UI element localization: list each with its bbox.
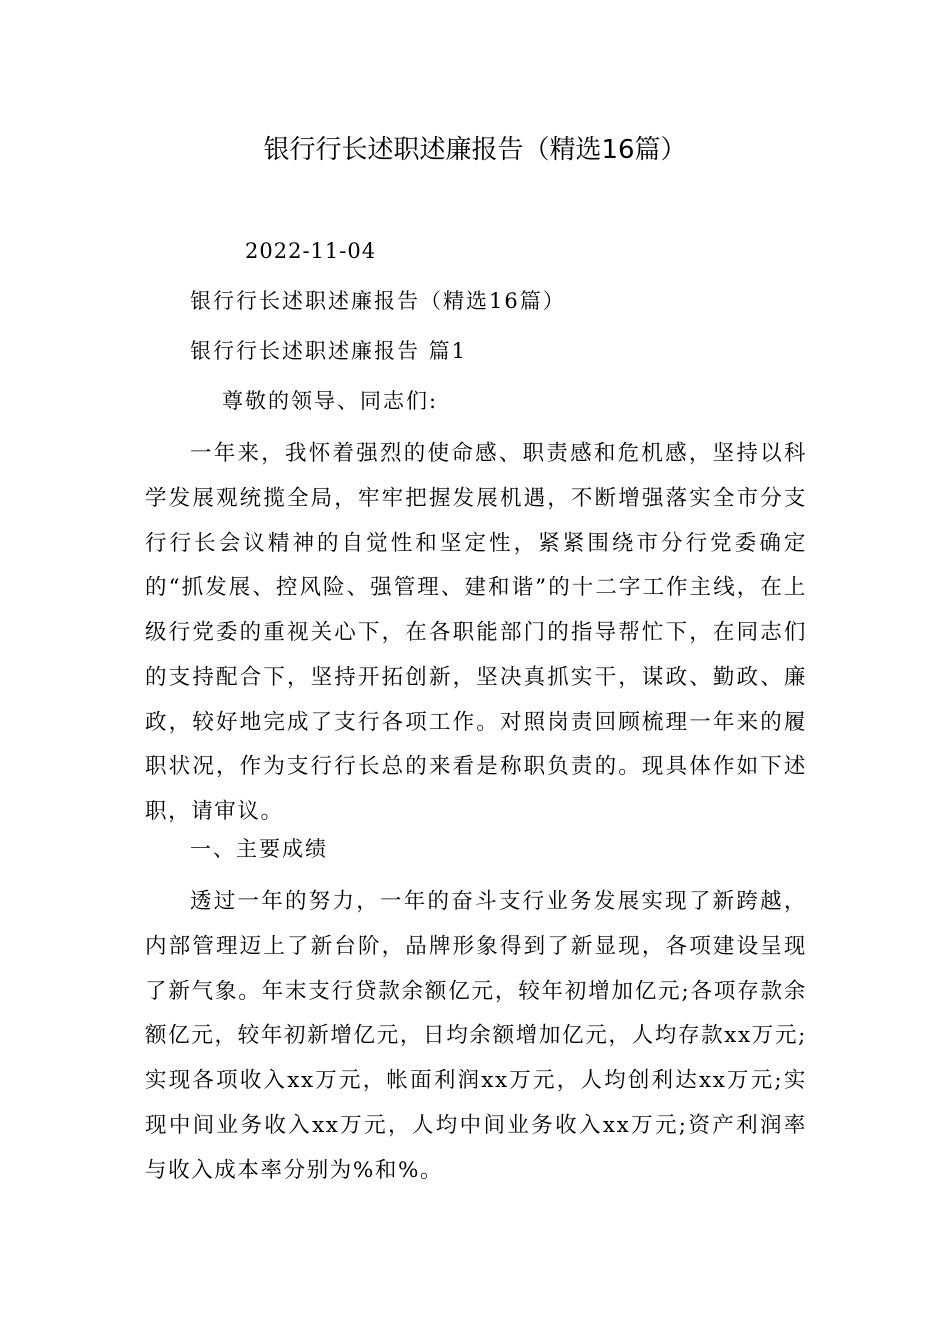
body-paragraph-1: 一年来，我怀着强烈的使命感、职责感和危机感，坚持以科学发展观统揽全局，牢牢把握发展机遇，不断增强落实全市分支行行长会议精神的自觉性和坚定性，紧紧围绕市分行党委确定的“抓发展、控风险、强管理、建和谐”的十二字工作主线，在上级行党委的重视关心下，在各职能部门的指导帮忙下，在同志们的支持配合下，坚持开拓创新，坚决真抓实干，谋政、勤政、廉政，较好地完成了支行各项工作。对照岗责回顾梳理一年来的履职状况，作为支行行长总的来看是称职负责的。现具体作如下述职，请审议。: [145, 441, 807, 824]
body-paragraph-2: 透过一年的努力，一年的奋斗支行业务发展实现了新跨越，内部管理迈上了新台阶，品牌形象得到了新显现，各项建设呈现了新气象。年末支行贷款余额亿元，较年初增加亿元;各项存款余额亿元，较年初新增亿元，日均余额增加亿元，人均存款xx万元;实现各项收入xx万元，帐面利润xx万元，人均创利达xx万元;实现中间业务收入xx万元，人均中间业务收入xx万元;资产利润率与收入成本率分别为%和%。: [145, 889, 807, 1183]
document-date: 2022-11-04: [245, 239, 377, 263]
section-heading: 银行行长述职述廉报告 篇1: [190, 339, 468, 363]
document-title: 银行行长述职述廉报告（精选16篇）: [263, 135, 687, 165]
greeting-line: 尊敬的领导、同志们:: [222, 389, 439, 413]
document-subtitle: 银行行长述职述廉报告（精选16篇）: [190, 289, 566, 313]
heading-main-achievements: 一、主要成绩: [190, 837, 328, 861]
